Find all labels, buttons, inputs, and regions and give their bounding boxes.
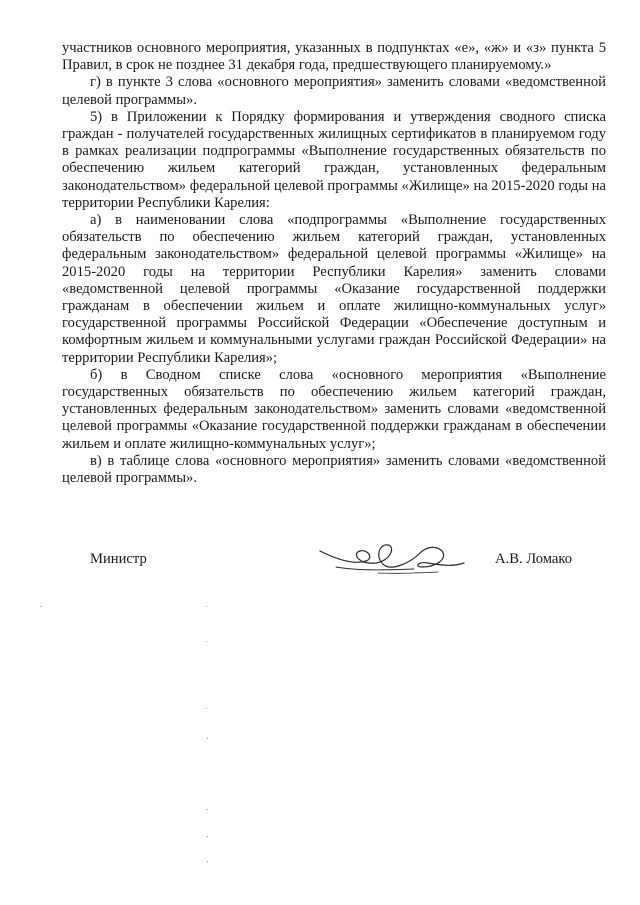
scan-speck [207, 861, 208, 862]
paragraph-item-a: а) в наименовании слова «подпрограммы «Выполнение государственных обязательств по обеспечению жильем категорий граждан, установленных федеральным законодательством» федеральной целевой программы «Жилище» на 2015-2020 годы на территории Республики Карелия» заменить словами «ведомственной целевой программы «Оказание государственной поддержки гражданам в обеспечении жильем и оплате жилищно-коммунальных услуг» государственной программы Российской Федерации «Обеспечение доступным и комфортным жильем и коммунальными услугами граждан Российской Федерации» на территории Республики Карелия»; [62, 212, 606, 366]
signature-block [0, 537, 640, 587]
signatory-title: Министр [90, 551, 147, 567]
paragraph-item-g: г) в пункте 3 слова «основного мероприятия» заменить словами «ведомственной целевой программы». [62, 74, 606, 108]
paragraph-continuation: участников основного мероприятия, указанных в подпунктах «е», «ж» и «з» пункта 5 Правил, в срок не позднее 31 декабря года, предшествующего планируемому.» [62, 40, 606, 74]
scan-speck [206, 606, 207, 607]
scan-speck [40, 606, 41, 607]
paragraph-item-v: в) в таблице слова «основного мероприятия» заменить словами «ведомственной целевой программы». [62, 452, 606, 487]
signatory-name: А.В. Ломако [495, 551, 573, 567]
scan-speck [206, 641, 207, 642]
paragraph-item-5: 5) в Приложении к Порядку формирования и утверждения сводного списка граждан - получателей государственных жилищных сертификатов в планируемом году в рамках реализации подпрограммы «Выполнение государственных обязательств по обеспечению жильем категорий граждан, установленных федеральным законодательством» федеральной целевой программы «Жилище» на 2015-2020 годы на территории Республики Карелия: [62, 108, 606, 211]
scan-speck [207, 738, 208, 739]
paragraph-item-b: б) в Сводном списке слова «основного мероприятия «Выполнение государственных обязательств по обеспечению жильем категорий граждан, установленных федеральным законодательством» заменить словами «ведомственной целевой программы «Оказание государственной поддержки гражданам в обеспечении жильем и оплате жилищно-коммунальных услуг»; [62, 366, 606, 452]
scan-speck [206, 708, 207, 709]
handwritten-signature [318, 537, 466, 581]
scan-speck [207, 809, 208, 810]
scan-speck [207, 836, 208, 837]
document-body [62, 40, 606, 487]
